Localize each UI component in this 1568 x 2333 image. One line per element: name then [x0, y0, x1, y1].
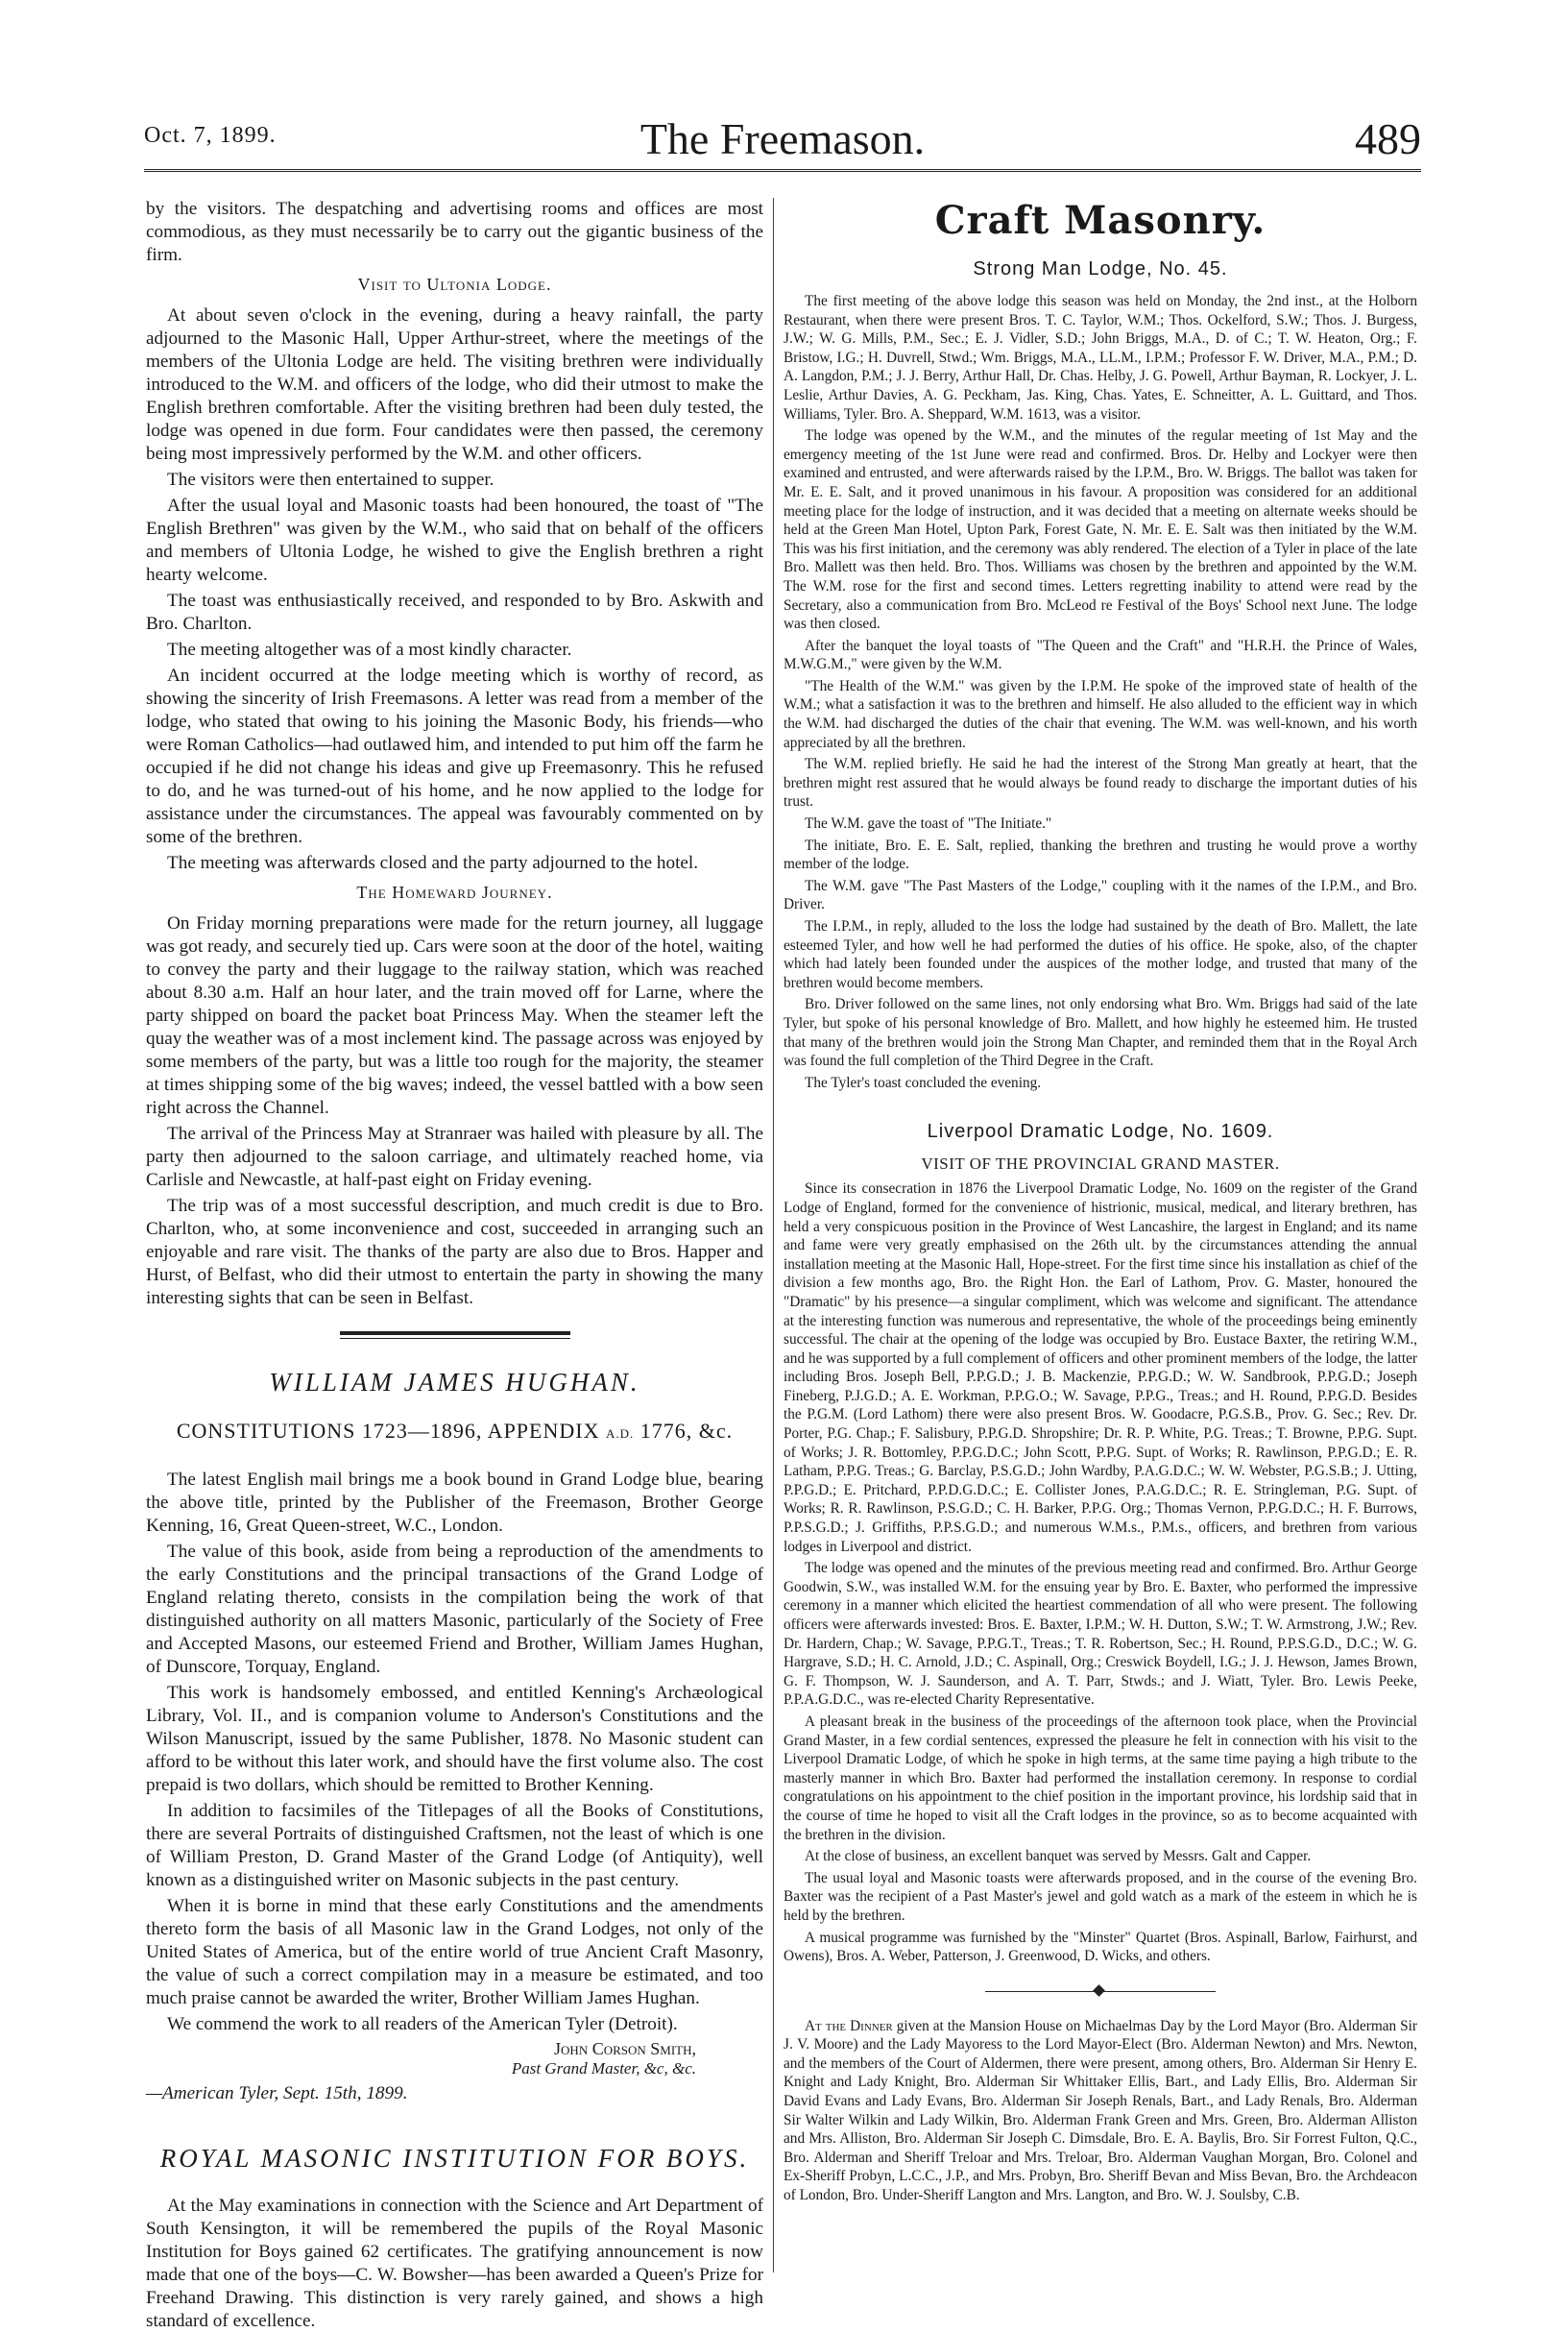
masthead-title: The Freemason.	[639, 114, 926, 163]
strong-man-paragraph: The W.M. replied briefly. He said he had the interest of the Strong Man greatly at heart, that the brethren might rest assured that he would always be found ready to discharge the important duties of his trust.	[784, 756, 1417, 811]
strong-man-paragraph: The W.M. gave "The Past Masters of the Lodge," coupling with it the names of the I.P.M., and Bro. Driver.	[784, 877, 1417, 913]
ultonia-paragraph: At about seven o'clock in the evening, during a heavy rainfall, the party adjourned to the Masonic Hall, Upper Arthur-street, where the meetings of the members of the Ultonia Lodge are held. The visiting brethren were individually introduced to the W.M. and officers of the lodge, who did their utmost to make the English brethren comfortable. After the visiting brethren had been duly tested, the lodge was opened in due form. Four candidates were then passed, the ceremony being most impressively performed by the W.M. and other officers.	[146, 305, 763, 464]
homeward-paragraph: The trip was of a most successful description, and much credit is due to Bro. Charlton, who, at some inconvenience and cost, succeeded in arranging such an enjoyable and rare visit. The thanks of the party are also due to Bros. Happer and Hurst, of Belfast, who did their utmost to entertain the party in showing the many interesting sights that can be seen in Belfast.	[146, 1196, 763, 1308]
ultonia-paragraph: The toast was enthusiastically received, and responded to by Bro. Askwith and Bro. Charlton.	[146, 591, 763, 634]
dinner-text: given at the Mansion House on Michaelmas Day by the Lord Mayor (Bro. Alderman Sir J. V. Moore) and the Lady Mayoress to the Lord Mayor-Elect (Bro. Alderman Newton) and Mrs. Newton, and the members of the Court of Aldermen, there were present, among others, Bro. Alderman Sir Henry E. Knight and Lady Knight, Bro. Alderman Sir Whittaker Ellis, Bart., and Lady Ellis, Bro. Alderman Sir David Evans and Lady Evans, Bro. Alderman Sir Joseph Renals, Bart., and Lady Renals, Bro. Alderman Sir Walter Wilkin and Lady Wilkin, Bro. Alderman Frank Green and Mrs. Green, Bro. Alderman Alliston and Mrs. Alliston, Bro. Alderman Sir Joseph C. Dimsdale, Bro. E. A. Baylis, Bro. Sir Forrest Fulton, Q.C., Bro. Alderman and Sheriff Treloar and Mrs. Treloar, Bro. Alderman Vaughan Morgan, Bro. Colonel and Ex-Sheriff Probyn, L.C.C., J.P., and Mrs. Probyn, Bro. Sheriff Bevan and Miss Bevan, Bro. the Archdeacon of London, Bro. Under-Sheriff Langton and Mrs. Langton, and Bro. W. J. Soulsby, C.B.	[784, 2017, 1418, 2204]
issue-date: Oct. 7, 1899.	[144, 123, 277, 148]
ultonia-paragraph: The meeting altogether was of a most kindly character.	[167, 640, 572, 660]
strong-man-paragraph: The Tyler's toast concluded the evening.	[805, 1074, 1042, 1091]
page-header	[144, 113, 1421, 167]
homeward-paragraph: The arrival of the Princess May at Stranraer was hailed with pleasure by all. The party then adjourned to the saloon carriage, and ultimately reached home, via Carlisle and Newcastle, at half-past eight on Friday evening.	[146, 1124, 763, 1190]
left-column	[146, 198, 763, 2331]
page-number: 489	[1355, 114, 1421, 163]
hughan-paragraph: In addition to facsimiles of the Titlepages of all the Books of Constitutions, there are several Portraits of distinguished Craftsmen, not the least of which is one of William Preston, D. Grand Master of the Grand Lodge (of Antiquity), well known as a distinguished writer on Masonic subjects in the past century.	[146, 1801, 763, 1890]
liverpool-paragraph: The lodge was opened and the minutes of the previous meeting read and confirmed. Bro. Arthur George Goodwin, S.W., was installed W.M. for the ensuing year by Bro. E. Baxter, who performed the impressive ceremony in a manner which elicited the heartiest commendation of all who were present. The following officers were afterwards invested: Bros. E. Baxter, I.P.M.; W. H. Dutton, S.W.; T. W. Armstrong, J.W.; Rev. Dr. Hardern, Chap.; W. Savage, P.P.G.T., Treas.; T. R. Robertson, Sec.; H. Round, P.P.S.G.D., D.C.; W. G. Hargrave, S.D.; H. C. Arnold, J.D.; C. Aspinall, Org.; Creswick Boydell, I.G.; J. J. Hewson, James Brown, G. F. Thompson, W. J. Saunderson, and A. T. Parr, Stwds.; and J. Wiatt, Tyler. Bro. Lewis Peeke, P.P.A.G.D.C., was re-elected Charity Representative.	[784, 1560, 1417, 1709]
hughan-sub-end: 1776, &c.	[639, 1419, 734, 1443]
section-rule-ornament	[985, 1991, 1216, 1992]
dinner-lead: At the Dinner	[805, 2017, 893, 2034]
strong-man-title: Strong Man Lodge, No. 45.	[973, 258, 1228, 279]
strong-man-paragraph: The lodge was opened by the W.M., and the minutes of the regular meeting of 1st May and the emergency meeting of the 1st June were read and confirmed. Bros. Dr. Helby and Lockyer were then examined and entrusted, and were afterwards raised by the I.P.M., Bro. W. Briggs. The ballot was taken for Mr. E. E. Salt, and it proved unanimous in his favour. A proposition was considered for an additional meeting place for the lodge of instruction, and it was decided that a meeting on alternate weeks should be held at the Green Man Hotel, Upton Park, Forest Gate, N. Mr. E. E. Salt was then initiated by the W.M. This was his first initiation, and the ceremony was ably rendered. The election of a Tyler in place of the late Bro. Mallett was then held. Bro. Thos. Williams was chosen by the brethren and appointed by the W.M. The W.M. rose for the first and second times. Letters regretting inability to attend were read by the Secretary, also a communication from Bro. McLeod re Festival of the Boys' School next June. The lodge was then closed.	[784, 427, 1417, 633]
ultonia-paragraph: An incident occurred at the lodge meeting which is worthy of record, as showing the sincerity of Irish Freemasons. A letter was read from a member of the lodge, who stated that owing to his joining the Masonic Body, his friends—who were Roman Catholics—had outlawed him, and intended to put him off the farm he occupied if he did not change his ideas and give up Freemasonry. This he refused to do, and he was turned-out of his home, and he now applied to the lodge for assistance under the circumstances. The appeal was favourably commented on by some of the brethren.	[146, 666, 763, 847]
ultonia-paragraph: The visitors were then entertained to supper.	[167, 470, 495, 490]
hughan-title: WILLIAM JAMES HUGHAN.	[269, 1368, 640, 1397]
column-divider	[773, 198, 774, 2272]
liverpool-paragraph: A pleasant break in the business of the proceedings of the afternoon took place, when the Provincial Grand Master, in a few cordial sentences, expressed the pleasure he felt in connection with his visit to the Liverpool Dramatic Lodge, of which he spoke in high terms, at the same time paying a high tribute to the masterly manner in which Bro. Baxter had performed the installation ceremony. In response to cordial congratulations on his appointment to the chief position in the important province, his lordship said that in the course of time he hoped to visit all the Craft lodges in the province, so as to become acquainted with the brethren in the division.	[784, 1713, 1417, 1843]
signature-title: Past Grand Master, &c, &c.	[511, 2059, 696, 2078]
signature: John Corson Smith,	[554, 2039, 696, 2058]
hughan-paragraph: The value of this book, aside from being a reproduction of the amendments to the early Constitutions and the principal transactions of the Grand Lodge of England relating thereto, consists in the compilation being the work of that distinguished authority on all matters Masonic, particularly of the Society of Free and Accepted Masons, our esteemed Friend and Brother, William James Hughan, of Dunscore, Torquay, England.	[146, 1542, 763, 1677]
ultonia-paragraph: After the usual loyal and Masonic toasts had been honoured, the toast of "The English Brethren" was given by the W.M., who said that on behalf of the officers and members of Ultonia Lodge, he wished to give the English brethren a right hearty welcome.	[146, 496, 763, 585]
homeward-paragraph: On Friday morning preparations were made for the return journey, all luggage was got ready, and securely tied up. Cars were soon at the door of the hotel, waiting to convey the party and their luggage to the railway station, which was reached about 8.30 a.m. Half an hour later, and the train moved off for Larne, where the party shipped on board the packet boat Princess May. When the steamer left the quay the weather was of a most inclement kind. The passage across was enjoyed by some members of the party, but was a little too rough for the majority, the steamer at times shipping some of the big waves; indeed, the vessel battled with a bow seen right across the Channel.	[146, 913, 763, 1118]
hughan-paragraph: This work is handsomely embossed, and entitled Kenning's Archæological Library, Vol. II., and is companion volume to Anderson's Constitutions and the Wilson Manuscript, issued by the same Publisher, 1878. No Masonic student can afford to be without this later work, and should have the first volume also. The cost prepaid is two dollars, which should be remitted to Brother Kenning.	[146, 1683, 763, 1795]
hughan-paragraph: When it is borne in mind that these early Constitutions and the amendments thereto form the basis of all Masonic law in the Grand Lodges, not only of the United States of America, but of the entire world of true Ancient Craft Masonry, the value of such a correct compilation may in a measure be estimated, and too much praise cannot be awarded the writer, Brother William James Hughan.	[146, 1896, 763, 2008]
opening-paragraph: by the visitors. The despatching and advertising rooms and offices are most commodious, as they must necessarily be to carry out the gigantic business of the firm.	[146, 199, 763, 265]
strong-man-paragraph: After the banquet the loyal toasts of "The Queen and the Craft" and "H.R.H. the Prince of Wales, M.W.G.M.," were given by the W.M.	[784, 637, 1417, 673]
source-line: —American Tyler, Sept. 15th, 1899.	[146, 2083, 408, 2103]
strong-man-paragraph: "The Health of the W.M." was given by the I.P.M. He spoke of the improved state of health of the W.M.; what a satisfaction it was to the brethren and himself. He also alluded to the efficient way in which the W.M. had discharged the duties of the chair that evening. The W.M. was well-known, and his worth appreciated by all the brethren.	[784, 677, 1417, 751]
hughan-paragraph: The latest English mail brings me a book bound in Grand Lodge blue, bearing the above title, printed by the Publisher of the Freemason, Brother George Kenning, 16, Great Queen-street, W.C., London.	[146, 1470, 763, 1536]
dinner-paragraph	[784, 2017, 1417, 2205]
header-rule	[144, 169, 1421, 172]
section-title-craft-masonry: Craft Masonry.	[934, 198, 1266, 243]
strong-man-paragraph: The W.M. gave the toast of "The Initiate."	[805, 815, 1052, 833]
liverpool-paragraph: The usual loyal and Masonic toasts were afterwards proposed, and in the course of the evening Bro. Baxter was the recipient of a Past Master's jewel and gold watch as a mark of the esteem in which he is held by the brethren.	[784, 1869, 1417, 1924]
liverpool-paragraph: Since its consecration in 1876 the Liverpool Dramatic Lodge, No. 1609 on the register of the Grand Lodge of England, formed for the convenience of histrionic, musical, medical, and literary brethren, has held a very conspicuous position in the Province of West Lancashire, the largest in England; and its name and fame were very greatly emphasised on the 26th ult. by the circumstances attending the annual installation meeting at the Masonic Hall, Hope-street. For the first time since his installation as chief of the division a few months ago, Bro. the Right Hon. the Earl of Lathom, Prov. G. Master, honoured the "Dramatic" by his presence—a singular compliment, which was welcome and significant. The attendance at the interesting function was numerous and representative, the whole of the proceedings being eminently successful. The chair at the opening of the lodge was occupied by Bro. Eustace Baxter, the retiring W.M., and he was supported by a full complement of officers and other prominent members of the lodge, the latter including Bros. Joseph Bell, P.P.G.D.; J. B. Mackenzie, P.P.G.D.; W. W. Sandbrook, P.P.G.D.; Joseph Fineberg, P.J.G.D.; A. E. Workman, P.P.G.O.; W. Savage, P.P.G., Treas.; and H. Round, P.P.G.D. Besides the P.G.M. (Lord Lathom) there were also present Bros. W. Goodacre, P.G.S.B., Prov. G. Sec.; Rev. Dr. Porter, P.G. Chap.; F. Salisbury, P.P.G.D. Shropshire; Dr. R. P. White, P.G. Treas.; T. Browne, P.P.G. Supt. of Works; J. R. Bottomley, P.P.G.D.C.; John Scott, P.P.G. Supt. of Works; R. Rawlinson, P.P.G.D.; E. R. Latham, P.P.G. Treas.; G. Barclay, P.S.G.D.; John Wardby, P.A.G.D.C.; W. W. Webster, P.G.S.B.; J. Utting, P.P.G.D.; E. Pritchard, P.P.D.G.D.C.; E. Collister Jones, P.A.G.D.C.; R. E. Stringleman, P.G. Supt. of Works; R. R. Rawlinson, P.S.G.D.; C. H. Barker, P.P.G. Org.; Thomas Vernon, P.P.G.D.C.; H. F. Burrows, P.P.S.G.D.; J. Griffiths, P.P.S.G.D.; and numerous W.M.s., P.M.s., officers, and brethren from various lodges in Liverpool and district.	[784, 1180, 1417, 1555]
strong-man-paragraph: Bro. Driver followed on the same lines, not only endorsing what Bro. Wm. Briggs had said of the late Tyler, but spoke of his personal knowledge of Bro. Mallett, and how highly he esteemed him. He trusted that many of the brethren would join the Strong Man Chapter, and reminded them that in the Royal Arch was found the full completion of the Third Degree in the Craft.	[784, 996, 1417, 1070]
subhead-ultonia: Visit to Ultonia Lodge.	[357, 275, 552, 294]
right-column	[784, 198, 1417, 2292]
liverpool-title: Liverpool Dramatic Lodge, No. 1609.	[927, 1121, 1274, 1143]
hughan-paragraph: We commend the work to all readers of the American Tyler (Detroit).	[167, 2014, 678, 2034]
ultonia-paragraph: The meeting was afterwards closed and the party adjourned to the hotel.	[167, 853, 699, 873]
section-rule	[340, 1331, 570, 1339]
subhead-homeward: The Homeward Journey.	[356, 883, 553, 902]
hughan-subtitle	[146, 1419, 763, 1444]
hughan-sub-ad: A.D.	[605, 1426, 635, 1441]
strong-man-paragraph: The I.P.M., in reply, alluded to the loss the lodge had sustained by the death of Bro. Mallett, the late esteemed Tyler, and how well he had performed the duties of his office. He spoke, also, of the chapter which had lately been founded under the auspices of the mother lodge, and trusted that many of the brethren would become members.	[784, 918, 1417, 991]
boys-paragraph: At the May examinations in connection with the Science and Art Department of South Kensington, it will be remembered the pupils of the Royal Masonic Institution for Boys gained 62 certificates. The gratifying announcement is now made that one of the boys—C. W. Bowsher—has been awarded a Queen's Prize for Freehand Drawing. This distinction is very rarely gained, and shows a high standard of excellence.	[146, 2196, 763, 2331]
strong-man-paragraph: The first meeting of the above lodge this season was held on Monday, the 2nd inst., at the Holborn Restaurant, when there were present Bros. T. C. Taylor, W.M.; Thos. Ockelford, S.W.; Thos. J. Burgess, J.W.; W. G. Mills, P.M., Sec.; E. J. Vidler, S.D.; John Briggs, M.A., D. of C.; T. W. Heaton, Org.; F. Bristow, I.G.; H. Duvrell, Stwd.; Wm. Briggs, M.A., LL.M., I.P.M.; Professor F. W. Driver, M.A., P.M.; D. A. Langdon, P.M.; J. J. Berry, Arthur Hall, Dr. Chas. Helby, J. G. Powell, Arthur Bayman, R. Lockyer, J. L. Leslie, Arthur Davies, A. G. Peckham, Jas. King, Chas. Yates, E. Schneitter, A. L. Guittard, and Thos. Williams, Tyler. Bro. A. Sheppard, W.M. 1613, was a visitor.	[784, 293, 1417, 423]
liverpool-paragraph: At the close of business, an excellent banquet was served by Messrs. Galt and Capper.	[805, 1848, 1312, 1865]
strong-man-paragraph: The initiate, Bro. E. E. Salt, replied, thanking the brethren and trusting he would prove a worthy member of the lodge.	[784, 837, 1417, 873]
liverpool-subtitle: VISIT OF THE PROVINCIAL GRAND MASTER.	[921, 1154, 1280, 1174]
hughan-sub-main: CONSTITUTIONS 1723—1896, APPENDIX	[176, 1419, 600, 1443]
liverpool-paragraph: A musical programme was furnished by the "Minster" Quartet (Bros. Aspinall, Barlow, Fairhurst, and Owens), Bros. A. Weber, Patterson, J. Greenwood, D. Wicks, and others.	[784, 1929, 1417, 1965]
boys-title: ROYAL MASONIC INSTITUTION FOR BOYS.	[159, 2144, 750, 2173]
diamond-ornament-icon	[1093, 1984, 1105, 1997]
